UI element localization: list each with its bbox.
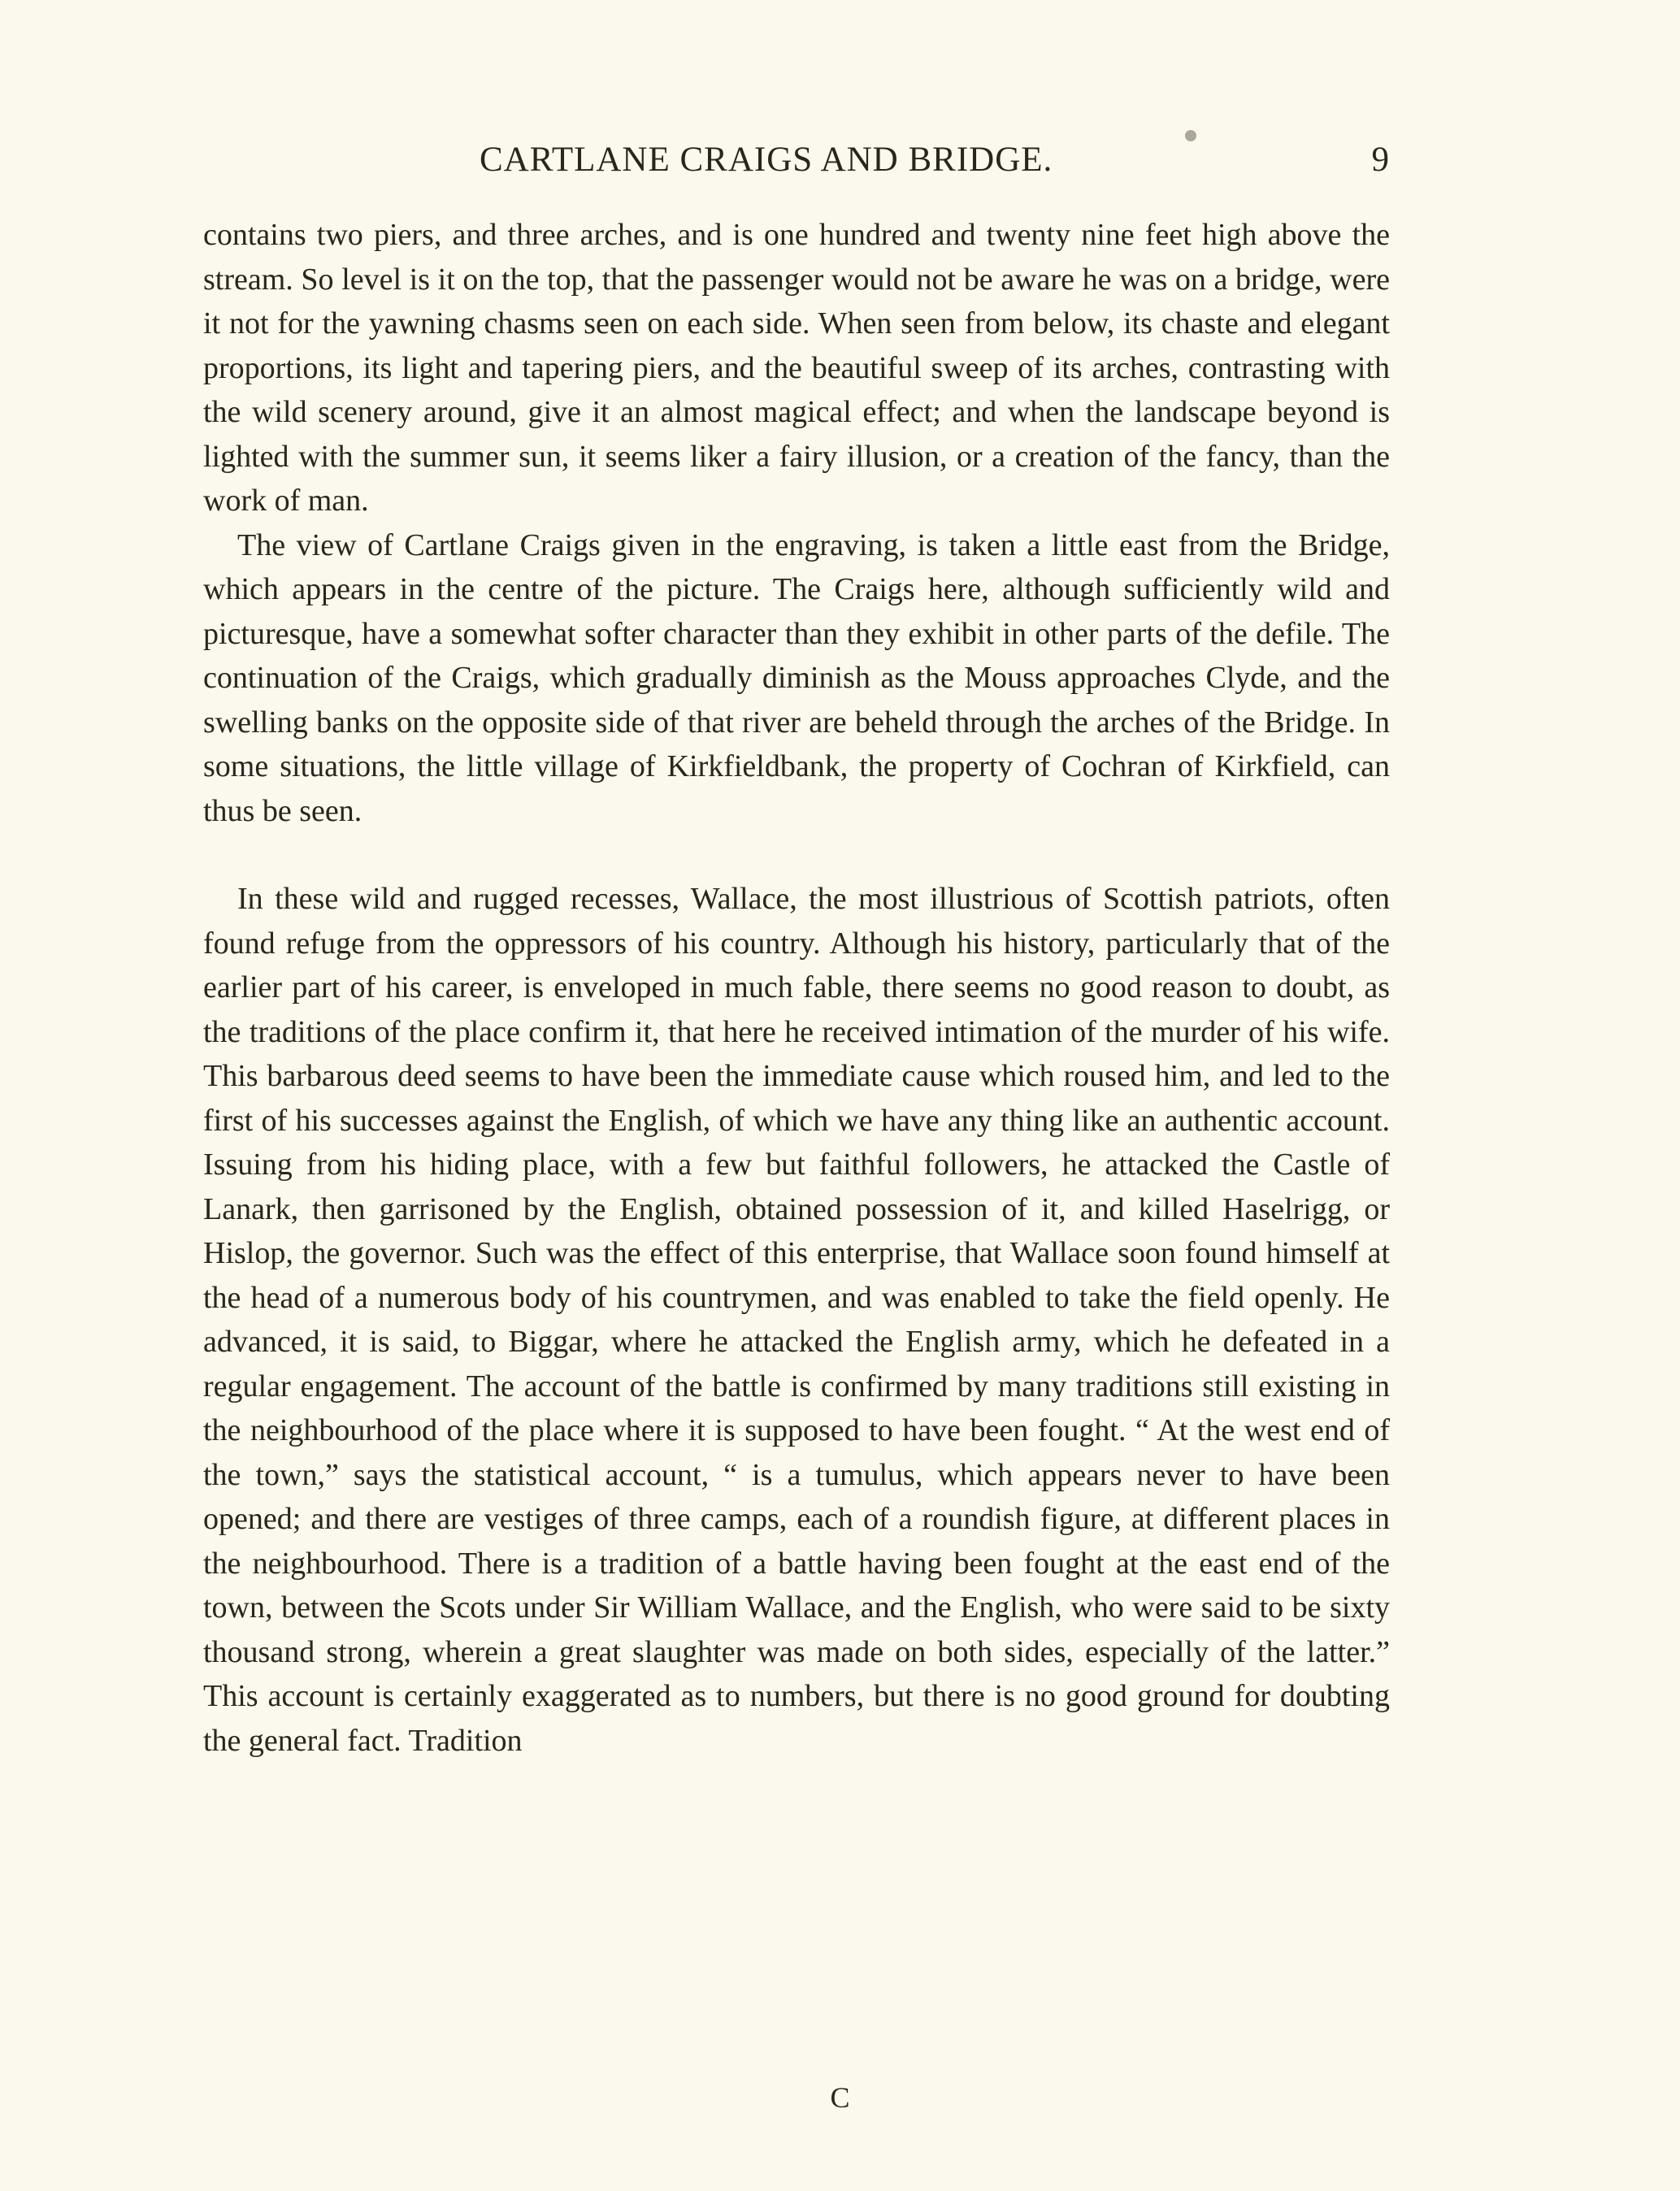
ink-spot bbox=[1185, 130, 1196, 141]
page-number: 9 bbox=[1371, 141, 1390, 179]
body-text bbox=[203, 213, 1390, 1763]
paragraph-wallace-history: In these wild and rugged recesses, Wallace, the most illustrious of Scottish patriots, often found refuge from the oppressors of his country. Although his history, particularly that of the earlier part of his career, is enveloped in much fable, there seems no good reason to doubt, as the traditions of the place confirm it, that here he received intimation of the murder of his wife. This barbarous deed seems to have been the immediate cause which roused him, and led to the first of his successes against the English, of which we have any thing like an authentic account. Issuing from his hiding place, with a few but faithful followers, he attacked the Castle of Lanark, then garrisoned by the English, obtained possession of it, and killed Haselrigg, or Hislop, the governor. Such was the effect of this enterprise, that Wallace soon found himself at the head of a numerous body of his countrymen, and was enabled to take the field openly. He advanced, it is said, to Biggar, where he attacked the English army, which he defeated in a regular engagement. The account of the battle is confirmed by many traditions still existing in the neighbourhood of the place where it is supposed to have been fought. “ At the west end of the town,” says the statistical account, “ is a tumulus, which appears never to have been opened; and there are vestiges of three camps, each of a roundish figure, at different places in the neighbourhood. There is a tradition of a battle having been fought at the east end of the town, between the Scots under Sir William Wallace, and the English, who were said to be sixty thousand strong, wherein a great slaughter was made on both sides, especially of the latter.” This account is certainly exaggerated as to numbers, but there is no good ground for doubting the general fact. Tradition bbox=[203, 882, 1390, 1758]
paragraph-engraving-view: The view of Cartlane Craigs given in the engraving, is taken a little east from the Bridge, which appears in the centre of the picture. The Craigs here, although sufficiently wild and picturesque, have a somewhat softer character than they exhibit in other parts of the defile. The continuation of the Craigs, which gradually diminish as the Mouss approaches Clyde, and the swelling banks on the opposite side of that river are beheld through the arches of the Bridge. In some situations, the little village of Kirkfieldbank, the property of Cochran of Kirkfield, can thus be seen. bbox=[203, 527, 1390, 828]
running-title: CARTLANE CRAIGS AND BRIDGE. bbox=[480, 141, 1053, 179]
paragraph-bridge-description: contains two piers, and three arches, and is one hundred and twenty nine feet high above the stream. So level is it on the top, that the passenger would not be aware he was on a bridge, were it not for the yawning chasms seen on each side. When seen from below, its chaste and elegant proportions, its light and tapering piers, and the beautiful sweep of its arches, contrasting with the wild scenery around, give it an almost magical effect; and when the landscape beyond is lighted with the summer sun, it seems liker a fairy illusion, or a creation of the fancy, than the work of man. bbox=[203, 218, 1390, 518]
signature-mark: C bbox=[830, 2081, 850, 2114]
running-head bbox=[480, 140, 1390, 189]
